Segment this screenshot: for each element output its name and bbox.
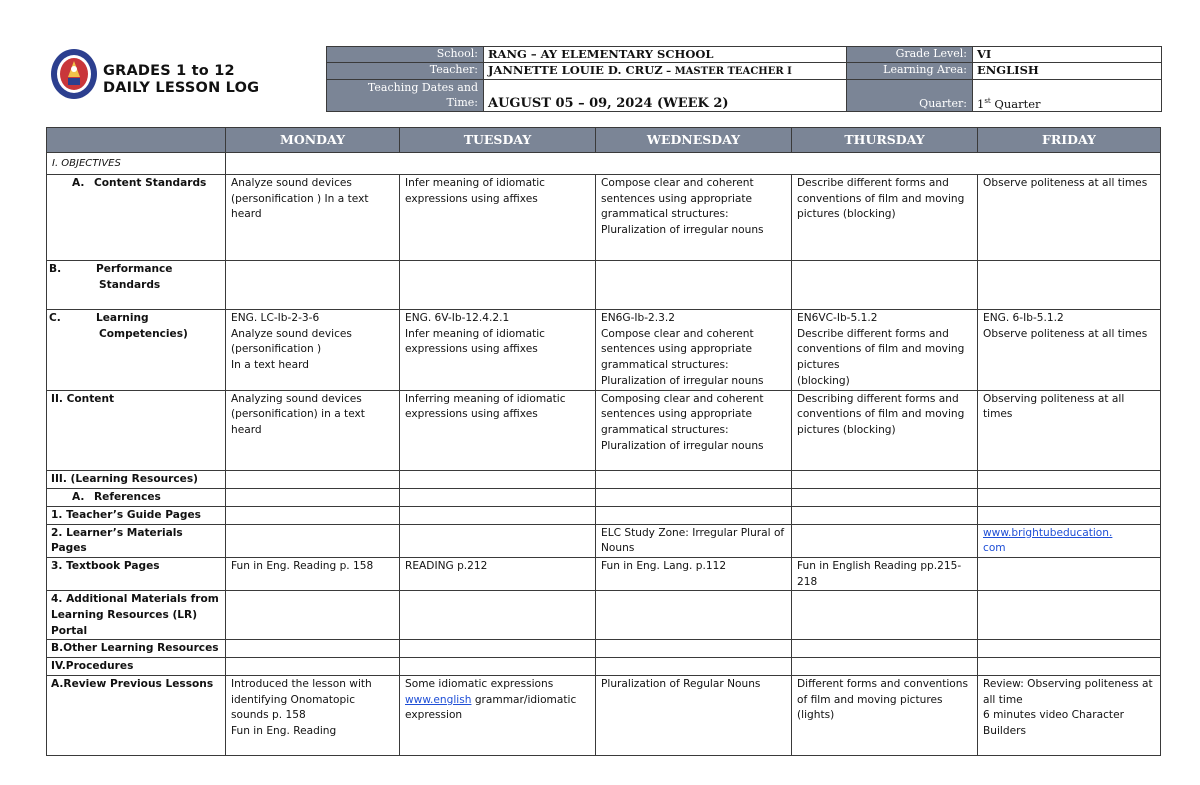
content-friday: Observing politeness at all times xyxy=(978,390,1161,470)
content-tuesday: Inferring meaning of idiomatic expressions using affixes xyxy=(400,390,596,470)
review-tuesday-text: grammar/idiomatic expression xyxy=(405,693,577,722)
empty-cell xyxy=(792,506,978,524)
competency-text: Infer meaning of idiomatic expressions using affixes xyxy=(405,327,546,356)
competency-code: ENG. 6V-Ib-12.4.2.1 xyxy=(405,312,510,324)
learning-area-value: ENGLISH xyxy=(973,63,1162,80)
english-grammar-link[interactable]: www.english xyxy=(405,693,472,706)
performance-standards-tuesday xyxy=(400,261,596,310)
empty-cell xyxy=(978,506,1161,524)
content-standards-monday: Analyze sound devices (personification ) In a text heard xyxy=(226,175,400,261)
teaching-dates-label-line2: Time: xyxy=(446,96,478,109)
review-friday-text: 6 minutes video Character Builders xyxy=(983,709,1124,737)
learners-materials-label: 2. Learner’s Materials Pages xyxy=(47,524,226,557)
competencies-wednesday xyxy=(596,310,792,391)
references-marker: A. xyxy=(72,490,85,503)
empty-cell xyxy=(978,658,1161,676)
performance-standards-wednesday xyxy=(596,261,792,310)
empty-cell xyxy=(400,658,596,676)
other-resources-label: B.Other Learning Resources xyxy=(47,640,226,658)
lesson-log-table xyxy=(46,127,1161,756)
school-value: RANG – AY ELEMENTARY SCHOOL xyxy=(484,47,847,63)
quarter-word: Quarter xyxy=(990,97,1041,111)
textbook-friday xyxy=(978,557,1161,590)
empty-cell xyxy=(792,488,978,506)
review-friday-text: Review: Observing politeness at all time xyxy=(983,677,1153,706)
competencies-marker: C. xyxy=(49,312,61,324)
competency-text: Describe different forms and conventions of film and moving pictures xyxy=(797,327,965,372)
empty-cell xyxy=(596,658,792,676)
objectives-band xyxy=(226,153,1161,175)
competencies-text: Learning Competencies) xyxy=(96,312,188,340)
objectives-label: I. OBJECTIVES xyxy=(47,153,226,175)
title-line-1: GRADES 1 to 12 xyxy=(103,63,235,79)
review-previous-lessons-label: A.Review Previous Lessons xyxy=(47,675,226,755)
quarter-value xyxy=(973,80,1162,112)
competencies-monday xyxy=(226,310,400,391)
competencies-tuesday xyxy=(400,310,596,391)
empty-cell xyxy=(978,470,1161,488)
grade-level-value: VI xyxy=(973,47,1162,63)
review-thursday: Different forms and conventions of film and moving pictures (lights) xyxy=(792,675,978,755)
empty-cell xyxy=(226,658,400,676)
content-standards-wednesday: Compose clear and coherent sentences using appropriate grammatical structures: Pluralization of irregular nouns xyxy=(596,175,792,261)
content-wednesday: Composing clear and coherent sentences using appropriate grammatical structures: Pluralization of irregular nouns xyxy=(596,390,792,470)
quarter-suffix: st xyxy=(984,97,991,106)
textbook-tuesday: READING p.212 xyxy=(400,557,596,590)
empty-cell xyxy=(792,470,978,488)
teacher-label: Teacher: xyxy=(327,63,484,80)
corner-cell xyxy=(47,128,226,153)
teacher-role: – MASTER TEACHER I xyxy=(662,66,792,77)
textbook-thursday: Fun in English Reading pp.215-218 xyxy=(792,557,978,590)
content-label: II. Content xyxy=(47,390,226,470)
performance-standards-marker: B. xyxy=(49,263,62,275)
teacher-name: JANNETTE LOUIE D. CRUZ xyxy=(488,63,663,77)
empty-cell xyxy=(226,488,400,506)
learners-materials-friday xyxy=(978,524,1161,557)
empty-cell xyxy=(596,591,792,640)
content-standards-tuesday: Infer meaning of idiomatic expressions using affixes xyxy=(400,175,596,261)
review-wednesday: Pluralization of Regular Nouns xyxy=(596,675,792,755)
review-monday-text: Fun in Eng. Reading xyxy=(231,724,337,737)
empty-cell xyxy=(978,488,1161,506)
empty-cell xyxy=(400,470,596,488)
grade-level-label: Grade Level: xyxy=(847,47,973,63)
empty-cell xyxy=(792,640,978,658)
textbook-label: 3. Textbook Pages xyxy=(47,557,226,590)
content-thursday: Describing different forms and conventions of film and moving pictures (blocking) xyxy=(792,390,978,470)
school-label: School: xyxy=(327,47,484,63)
teachers-guide-label: 1. Teacher’s Guide Pages xyxy=(47,506,226,524)
competency-text: Compose clear and coherent sentences using appropriate grammatical structures: xyxy=(601,327,754,372)
textbook-wednesday: Fun in Eng. Lang. p.112 xyxy=(596,557,792,590)
day-header-tuesday: TUESDAY xyxy=(400,128,596,153)
content-standards-friday: Observe politeness at all times xyxy=(978,175,1161,261)
empty-cell xyxy=(400,524,596,557)
additional-materials-label xyxy=(47,591,226,640)
content-standards-label xyxy=(47,175,226,261)
day-header-wednesday: WEDNESDAY xyxy=(596,128,792,153)
learning-area-label: Learning Area: xyxy=(847,63,973,80)
empty-cell xyxy=(596,640,792,658)
empty-cell xyxy=(978,640,1161,658)
references-text: References xyxy=(94,490,161,503)
title-line-2: DAILY LESSON LOG xyxy=(103,80,260,96)
competencies-label xyxy=(47,310,226,391)
empty-cell xyxy=(978,591,1161,640)
empty-cell xyxy=(792,591,978,640)
additional-materials-line2: Learning Resources (LR) Portal xyxy=(51,609,198,637)
competency-text: (blocking) xyxy=(797,374,850,387)
empty-cell xyxy=(400,640,596,658)
teacher-value xyxy=(484,63,847,80)
references-label xyxy=(47,488,226,506)
learning-resources-label: III. (Learning Resources) xyxy=(47,470,226,488)
empty-cell xyxy=(226,640,400,658)
empty-cell xyxy=(226,506,400,524)
teaching-dates-value: AUGUST 05 – 09, 2024 (WEEK 2) xyxy=(484,80,847,112)
review-tuesday xyxy=(400,675,596,755)
performance-standards-monday xyxy=(226,261,400,310)
brightub-link[interactable]: www.brightubeducation. xyxy=(983,526,1113,539)
performance-standards-label xyxy=(47,261,226,310)
quarter-number: 1 xyxy=(977,97,985,111)
competency-code: EN6VC-Ib-5.1.2 xyxy=(797,312,878,324)
empty-cell xyxy=(400,506,596,524)
empty-cell xyxy=(792,524,978,557)
competency-code: ENG. LC-Ib-2-3-6 xyxy=(231,312,320,324)
document-title xyxy=(103,63,259,97)
competency-text: Observe politeness at all times xyxy=(983,327,1148,340)
performance-standards-friday xyxy=(978,261,1161,310)
deped-seal-logo xyxy=(50,47,98,105)
day-header-friday: FRIDAY xyxy=(978,128,1161,153)
teaching-dates-label-line1: Teaching Dates and xyxy=(367,81,478,94)
additional-materials-line1: 4. Additional Materials from xyxy=(51,593,219,606)
empty-cell xyxy=(792,658,978,676)
header-info-table xyxy=(326,46,1162,112)
empty-cell xyxy=(596,470,792,488)
competency-code: ENG. 6-Ib-5.1.2 xyxy=(983,312,1064,324)
performance-standards-text: Performance Standards xyxy=(96,263,173,291)
competencies-friday xyxy=(978,310,1161,391)
empty-cell xyxy=(400,591,596,640)
textbook-monday: Fun in Eng. Reading p. 158 xyxy=(226,557,400,590)
competency-text: Pluralization of irregular nouns xyxy=(601,374,764,387)
quarter-label: Quarter: xyxy=(847,80,973,112)
day-header-monday: MONDAY xyxy=(226,128,400,153)
review-friday xyxy=(978,675,1161,755)
empty-cell xyxy=(596,506,792,524)
teaching-dates-label xyxy=(327,80,484,112)
procedures-label: IV.Procedures xyxy=(47,658,226,676)
empty-cell xyxy=(226,524,400,557)
learners-materials-wednesday: ELC Study Zone: Irregular Plural of Nouns xyxy=(596,524,792,557)
content-standards-thursday: Describe different forms and conventions of film and moving pictures (blocking) xyxy=(792,175,978,261)
review-tuesday-text: Some idiomatic expressions xyxy=(405,677,554,690)
review-monday-text: Introduced the lesson with identifying Onomatopic sounds p. 158 xyxy=(231,677,372,722)
day-header-thursday: THURSDAY xyxy=(792,128,978,153)
empty-cell xyxy=(226,470,400,488)
empty-cell xyxy=(596,488,792,506)
competencies-thursday xyxy=(792,310,978,391)
content-monday: Analyzing sound devices (personification) in a text heard xyxy=(226,390,400,470)
competency-text: In a text heard xyxy=(231,359,309,372)
brightub-link-suffix[interactable]: com xyxy=(983,542,1006,555)
competency-code: EN6G-Ib-2.3.2 xyxy=(601,312,676,324)
performance-standards-thursday xyxy=(792,261,978,310)
content-standards-marker: A. xyxy=(72,177,85,189)
empty-cell xyxy=(400,488,596,506)
review-monday xyxy=(226,675,400,755)
content-standards-text: Content Standards xyxy=(94,177,207,189)
empty-cell xyxy=(226,591,400,640)
competency-text: Analyze sound devices (personification ) xyxy=(231,327,352,356)
